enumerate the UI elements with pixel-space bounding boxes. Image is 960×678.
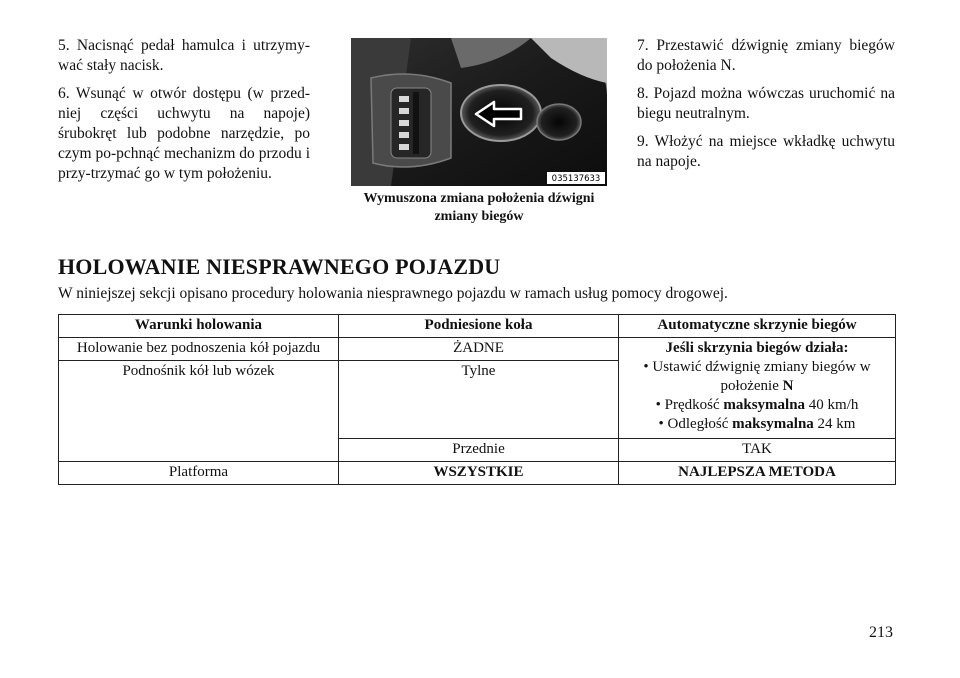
right-column xyxy=(637,36,895,180)
table-header-row xyxy=(59,315,896,338)
cell-wheels-front: Przednie xyxy=(339,439,619,462)
gear-shift-photo xyxy=(351,38,607,186)
cell-condition-flat: Holowanie bez podnoszenia kół pojazdu xyxy=(59,338,339,361)
cell-condition-dolly: Podnośnik kół lub wózek xyxy=(59,361,339,462)
step-6: 6. Wsunąć w otwór dostępu (w przed-niej części uchwytu na napoje) śrubokręt lub podobne narzędzie, po czym po-pchnąć mechanizm do przodu i przy-trzymać go w tym położeniu. xyxy=(58,85,310,182)
cell-front-result: TAK xyxy=(619,439,896,462)
figure xyxy=(351,38,607,226)
step-5: 5. Nacisnąć pedał hamulca i utrzymy-wać stały nacisk. xyxy=(58,37,310,74)
table-row xyxy=(59,338,896,361)
step-8: 8. Pojazd można wówczas uruchomić na biegu neutralnym. xyxy=(637,85,895,122)
cell-auto-note: Jeśli skrzynia biegów działa: • Ustawić dźwignię zmiany biegów w położenie N • Prędkość maksymalna 40 km/h • Odległość maksymalna 24 km xyxy=(619,338,896,439)
towing-table xyxy=(58,314,896,485)
table-row xyxy=(59,462,896,485)
cell-wheels-rear: Tylne xyxy=(339,361,619,439)
section-title: HOLOWANIE NIESPRAWNEGO POJAZDU xyxy=(58,254,501,279)
page-number: 213 xyxy=(869,624,893,641)
header-lifted-wheels: Podniesione koła xyxy=(339,315,619,338)
photo-code: 035137633 xyxy=(551,174,601,184)
header-automatic: Automatyczne skrzynie biegów xyxy=(619,315,896,338)
step-9: 9. Włożyć na miejsce wkładkę uchwytu na napoje. xyxy=(637,133,895,170)
cell-best-method: NAJLEPSZA METODA xyxy=(619,462,896,485)
cell-wheels-none: ŻADNE xyxy=(339,338,619,361)
header-conditions: Warunki holowania xyxy=(59,315,339,338)
section-intro: W niniejszej sekcji opisano procedury holowania niesprawnego pojazdu w ramach usług pomocy drogowej. xyxy=(58,285,728,302)
cell-condition-flatbed: Platforma xyxy=(59,462,339,485)
cell-wheels-all: WSZYSTKIE xyxy=(339,462,619,485)
step-7: 7. Przestawić dźwignię zmiany biegów do położenia N. xyxy=(637,37,895,74)
left-column xyxy=(58,36,310,192)
figure-caption: Wymuszona zmiana położenia dźwigni zmiany biegów xyxy=(363,191,595,224)
